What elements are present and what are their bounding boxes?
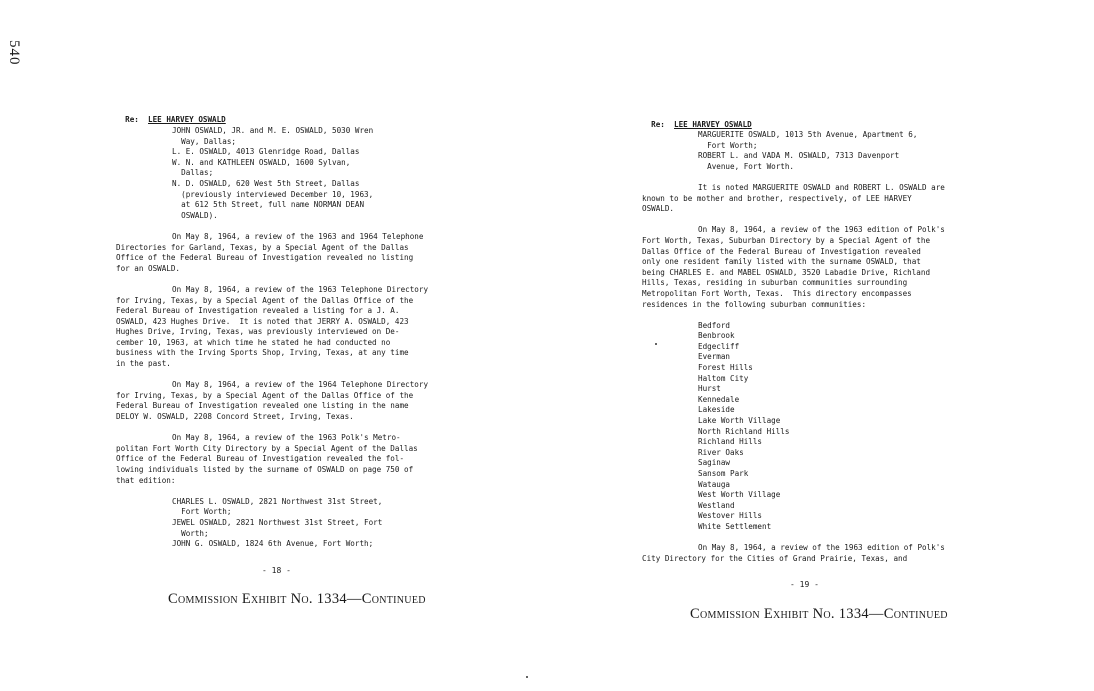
text-line: On May 8, 1964, a review of the 1964 Telephone Directory xyxy=(172,380,429,390)
text-line xyxy=(116,221,428,232)
text-line: Worth; xyxy=(172,528,209,538)
community-list-item: Forest Hills xyxy=(698,363,753,373)
text-line: Dallas Office of the Federal Bureau of Investigation revealed xyxy=(642,246,921,256)
community-list-item: Edgecliff xyxy=(698,341,740,351)
text-line: Office of the Federal Bureau of Investigation revealed the fol- xyxy=(116,454,405,464)
text-line: Avenue, Fort Worth. xyxy=(698,161,795,171)
community-list-item: Hurst xyxy=(698,384,721,394)
left-page-footer: - 18 - xyxy=(262,566,291,575)
text-line: Way, Dallas; xyxy=(172,136,237,146)
text-line: for Irving, Texas, by a Special Agent of the Dallas Office of the xyxy=(116,295,414,305)
right-re-subject: LEE HARVEY OSWALD xyxy=(674,119,752,129)
text-line: On May 8, 1964, a review of the 1963 Polk's Metro- xyxy=(172,433,401,443)
left-body-text xyxy=(116,126,428,550)
text-line: lowing individuals listed by the surname of OSWALD on page 750 of xyxy=(116,465,414,474)
community-list-item: Lakeside xyxy=(698,405,735,415)
text-line: residences in the following suburban communities: xyxy=(642,299,867,309)
text-line: JOHN G. OSWALD, 1824 6th Avenue, Fort Worth; xyxy=(172,539,374,549)
text-line: OSWALD, 423 Hughes Drive. It is noted that JERRY A. OSWALD, 423 xyxy=(116,316,409,326)
text-line: Federal Bureau of Investigation revealed a listing for a J. A. xyxy=(116,306,400,316)
text-line: Federal Bureau of Investigation revealed one listing in the name xyxy=(116,401,409,411)
community-list-item: Kennedale xyxy=(698,394,740,404)
text-line xyxy=(642,215,945,226)
text-line: N. D. OSWALD, 620 West 5th Street, Dallas xyxy=(172,178,360,188)
community-list-item: Westover Hills xyxy=(698,511,763,521)
text-line xyxy=(116,423,428,434)
text-line: business with the Irving Sports Shop, Irving, Texas, at any time xyxy=(116,348,409,358)
community-list-item: Lake Worth Village xyxy=(698,416,781,426)
left-re-label: Re: xyxy=(125,114,139,124)
text-line: known to be mother and brother, respectively, of LEE HARVEY xyxy=(642,193,912,203)
text-line: that edition: xyxy=(116,475,176,485)
text-line: On May 8, 1964, a review of the 1963 edition of Polk's xyxy=(698,543,945,553)
left-re-subject: LEE HARVEY OSWALD xyxy=(148,114,226,124)
text-line: JOHN OSWALD, JR. and M. E. OSWALD, 5030 Wren xyxy=(172,126,374,135)
text-line: W. N. and KATHLEEN OSWALD, 1600 Sylvan, xyxy=(172,157,351,167)
text-line: OSWALD). xyxy=(172,210,218,220)
community-list-item: North Richland Hills xyxy=(698,426,790,436)
text-line: Dallas; xyxy=(172,168,214,178)
community-list-item: Watauga xyxy=(698,479,731,489)
text-line: It is noted MARGUERITE OSWALD and ROBERT L. OSWALD are xyxy=(698,182,945,192)
text-line: politan Fort Worth City Directory by a Special Agent of the Dallas xyxy=(116,443,418,453)
text-line: On May 8, 1964, a review of the 1963 edition of Polk's xyxy=(698,225,945,235)
text-line: only one resident family listed with the surname OSWALD, that xyxy=(642,257,921,267)
community-list-item: White Settlement xyxy=(698,521,772,531)
text-line xyxy=(116,274,428,285)
text-line xyxy=(116,486,428,497)
left-exhibit-caption: Commission Exhibit No. 1334—Continued xyxy=(168,591,426,607)
text-line: for an OSWALD. xyxy=(116,263,181,273)
community-list-item: Sansom Park xyxy=(698,469,749,478)
text-line: L. E. OSWALD, 4013 Glenridge Road, Dallas xyxy=(172,147,360,157)
community-list-item: Benbrook xyxy=(698,331,735,341)
text-line: On May 8, 1964, a review of the 1963 and 1964 Telephone xyxy=(172,231,424,241)
right-re-label: Re: xyxy=(651,119,665,129)
text-line: MARGUERITE OSWALD, 1013 5th Avenue, Apartment 6, xyxy=(698,130,918,139)
text-line: Hills, Texas, residing in suburban communities surrounding xyxy=(642,278,908,288)
text-line: JEWEL OSWALD, 2821 Northwest 31st Street, Fort xyxy=(172,517,383,527)
community-list-item: Saginaw xyxy=(698,458,731,468)
text-line: being CHARLES E. and MABEL OSWALD, 3520 Labadie Drive, Richland xyxy=(642,267,931,277)
right-body-text xyxy=(642,130,945,564)
community-list-item: Westland xyxy=(698,500,735,510)
right-re-line xyxy=(642,109,752,130)
left-re-line xyxy=(116,104,226,125)
text-line: in the past. xyxy=(116,359,171,369)
scan-speck xyxy=(655,343,657,345)
text-line: OSWALD. xyxy=(642,204,675,214)
text-line: ROBERT L. and VADA M. OSWALD, 7313 Davenport xyxy=(698,151,900,161)
community-list-item: West Worth Village xyxy=(698,490,781,500)
right-exhibit-caption: Commission Exhibit No. 1334—Continued xyxy=(690,606,948,622)
scan-speck xyxy=(526,676,528,678)
community-list-item: Haltom City xyxy=(698,373,749,383)
text-line: Fort Worth; xyxy=(172,507,232,517)
side-page-number: 540 xyxy=(6,40,22,66)
text-line: at 612 5th Street, full name NORMAN DEAN xyxy=(172,200,365,210)
text-line: Metropolitan Fort Worth, Texas. This directory encompasses xyxy=(642,288,912,298)
text-line: CHARLES L. OSWALD, 2821 Northwest 31st Street, xyxy=(172,496,383,506)
community-list-item: Richland Hills xyxy=(698,437,763,447)
text-line: City Directory for the Cities of Grand Prairie, Texas, and xyxy=(642,553,908,563)
community-list-item: Everman xyxy=(698,352,731,362)
text-line: Hughes Drive, Irving, Texas, was previously interviewed on De- xyxy=(116,327,400,337)
text-line: Office of the Federal Bureau of Investigation revealed no listing xyxy=(116,253,414,263)
text-line xyxy=(116,370,428,381)
text-line: Fort Worth, Texas, Suburban Directory by a Special Agent of the xyxy=(642,235,931,245)
text-line: Directories for Garland, Texas, by a Special Agent of the Dallas xyxy=(116,242,409,252)
community-list-item: Bedford xyxy=(698,320,731,330)
text-line: cember 10, 1963, at which time he stated he had conducted no xyxy=(116,337,391,347)
text-line: (previously interviewed December 10, 1963, xyxy=(172,189,374,199)
text-line: DELOY W. OSWALD, 2208 Concord Street, Irving, Texas. xyxy=(116,412,354,422)
right-page-footer: - 19 - xyxy=(790,580,819,589)
text-line: On May 8, 1964, a review of the 1963 Telephone Directory xyxy=(172,284,429,294)
text-line xyxy=(642,172,945,183)
community-list-item: River Oaks xyxy=(698,447,744,457)
text-line: for Irving, Texas, by a Special Agent of the Dallas Office of the xyxy=(116,390,414,400)
text-line: Fort Worth; xyxy=(698,140,758,150)
